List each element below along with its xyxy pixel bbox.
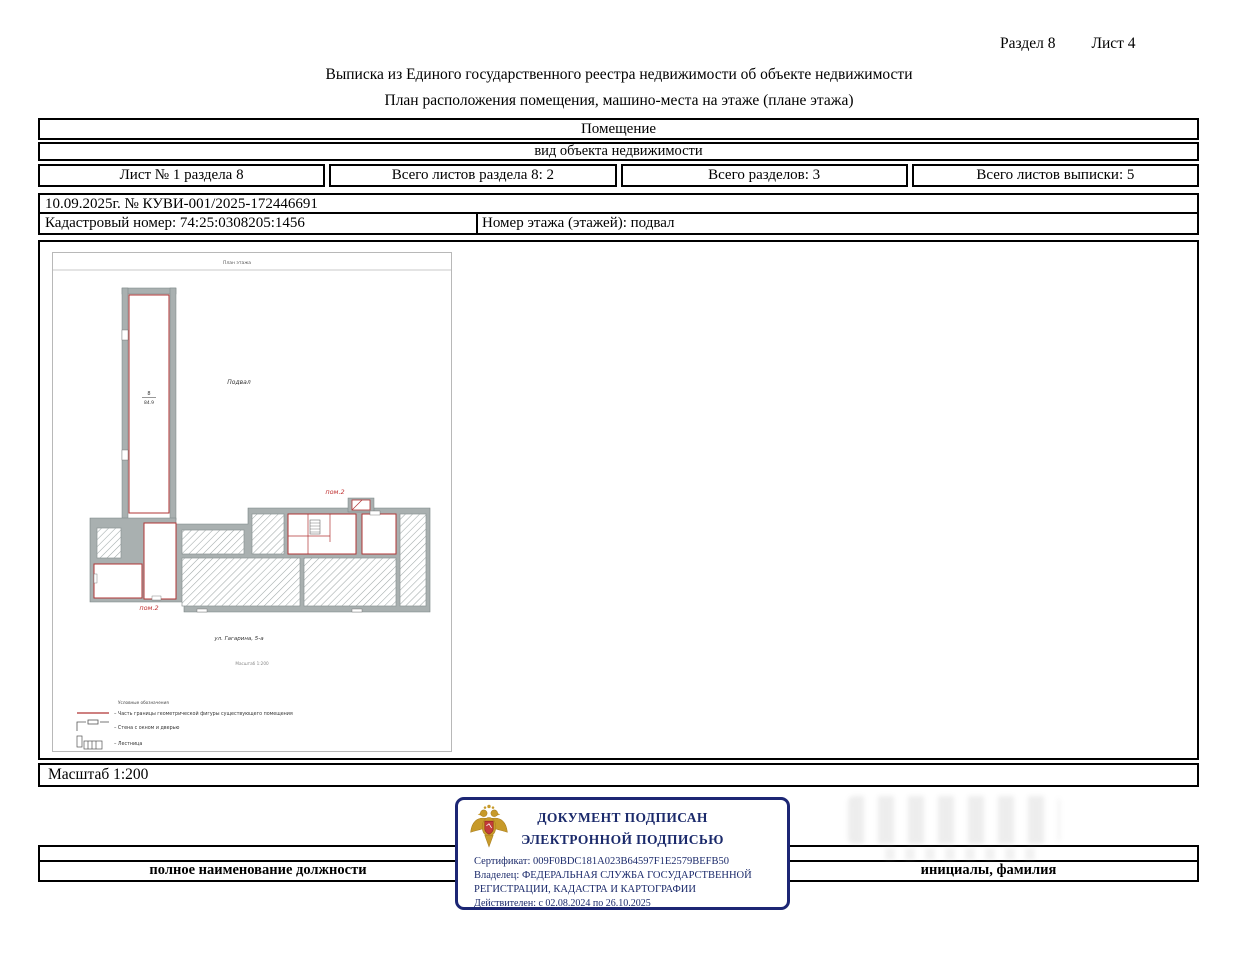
svg-text:8: 8 bbox=[147, 391, 151, 397]
signature-name-caption: инициалы, фамилия bbox=[780, 860, 1197, 880]
floor-plan-drawing bbox=[52, 252, 452, 752]
sheet-info-cell: Всего листов раздела 8: 2 bbox=[329, 164, 616, 187]
object-type-row: Помещение bbox=[38, 118, 1199, 140]
floor-name-label: Подвал bbox=[227, 379, 251, 386]
section-sheet-header bbox=[1000, 35, 1170, 53]
cadastral-number-cell: Кадастровый номер: 74:25:0308205:1456 bbox=[40, 214, 478, 233]
stamp-title-line2: ЭЛЕКТРОННОЙ ПОДПИСЬЮ bbox=[521, 832, 724, 847]
floor-plan-frame bbox=[38, 240, 1199, 760]
stamp-validity: Действителен: с 02.08.2024 по 26.10.2025 bbox=[474, 898, 651, 909]
sheet-label: Лист 4 bbox=[1091, 35, 1136, 52]
signature-position-caption: полное наименование должности bbox=[40, 860, 476, 880]
stamp-certificate: Сертификат: 009F0BDC181A023B64597F1E2579BEFB50 bbox=[474, 856, 730, 867]
page-title: Выписка из Единого государственного реестра недвижимости об объекте недвижимости bbox=[325, 66, 913, 83]
document-number-table bbox=[38, 193, 1199, 235]
stamp-owner-line1: Владелец: ФЕДЕРАЛЬНАЯ СЛУЖБА ГОСУДАРСТВЕННОЙ bbox=[474, 870, 752, 881]
legend-boundary-label: – Часть границы геометрической фигуры существующего помещения bbox=[114, 712, 293, 717]
object-type-caption-row: вид объекта недвижимости bbox=[38, 142, 1199, 161]
sheet-info-cell: Всего разделов: 3 bbox=[621, 164, 908, 187]
floor-number-cell: Номер этажа (этажей): подвал bbox=[482, 215, 675, 231]
date-number-row: 10.09.2025г. № КУВИ-001/2025-172446691 bbox=[40, 195, 1197, 214]
section-label: Раздел 8 bbox=[1000, 35, 1056, 52]
page-subtitle: План расположения помещения, машино-места на этаже (плане этажа) bbox=[384, 92, 854, 109]
plan-scale-note: Масштаб 1:200 bbox=[235, 661, 269, 666]
signature-position-table bbox=[38, 845, 478, 882]
signature-position-blank bbox=[40, 847, 476, 860]
sheet-info-cell: Всего листов выписки: 5 bbox=[912, 164, 1199, 187]
digital-signature-stamp bbox=[455, 797, 790, 910]
sheet-info-cell: Лист № 1 раздела 8 bbox=[38, 164, 325, 187]
stamp-owner-line2: РЕГИСТРАЦИИ, КАДАСТРА И КАРТОГРАФИИ bbox=[474, 884, 696, 895]
coat-of-arms-icon bbox=[468, 802, 510, 854]
sheets-info-row bbox=[38, 164, 1199, 187]
premises-label-top: пом.2 bbox=[325, 488, 345, 496]
scan-artifact bbox=[848, 796, 1060, 844]
scale-row: Масштаб 1:200 bbox=[38, 763, 1199, 787]
legend-stairs-label: – Лестница bbox=[114, 742, 143, 747]
legend-title: Условные обозначения bbox=[118, 700, 169, 705]
stairs-glyph bbox=[310, 520, 320, 534]
legend-wall-label: – Стена с окном и дверью bbox=[114, 726, 180, 731]
address-note: ул. Гагарина, 5-а bbox=[214, 636, 264, 642]
scan-artifact bbox=[885, 848, 1035, 860]
premises-label-bottom: пом.2 bbox=[139, 604, 159, 612]
plan-frame-title: План этажа bbox=[222, 261, 252, 266]
stamp-title-line1: ДОКУМЕНТ ПОДПИСАН bbox=[537, 810, 708, 825]
svg-text:84.9: 84.9 bbox=[143, 401, 155, 406]
